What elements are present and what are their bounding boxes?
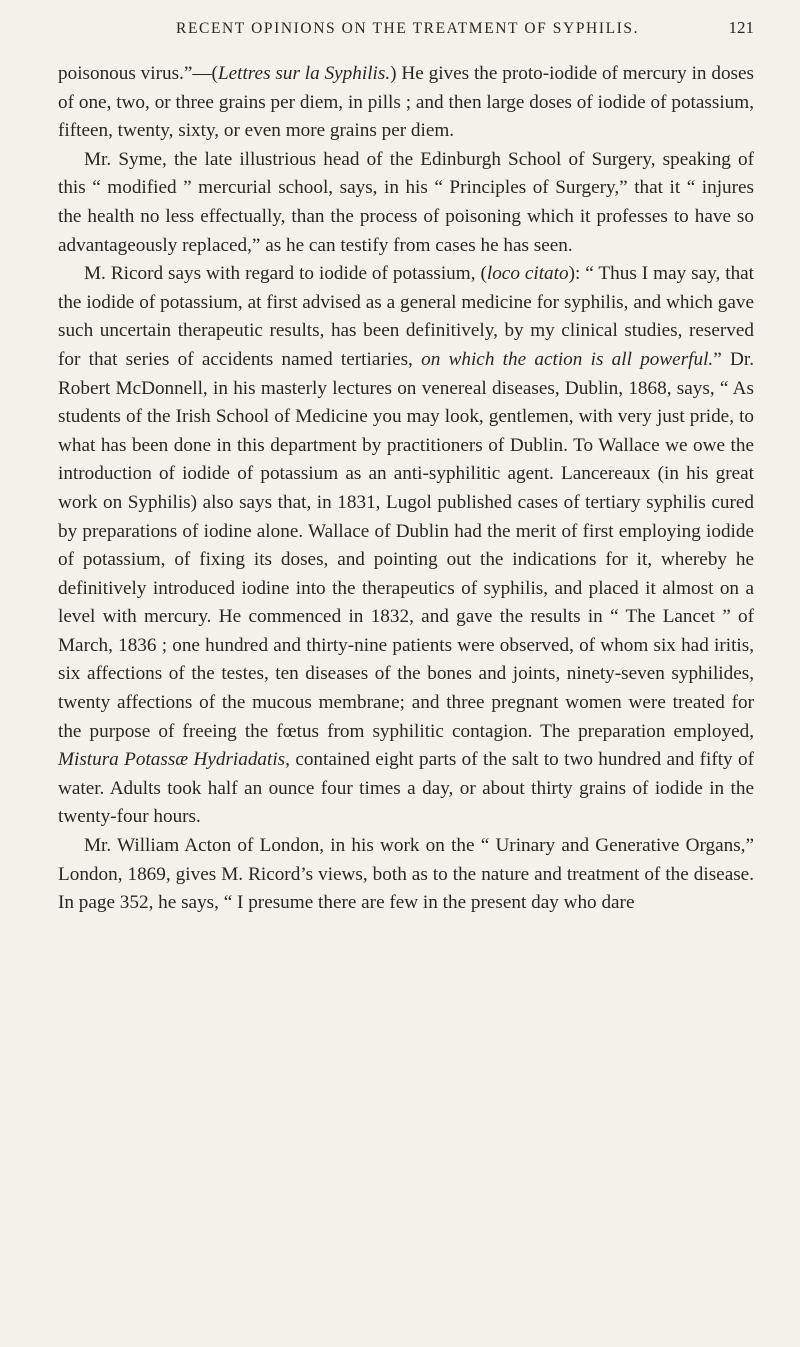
text-run: Mr. Syme, the late illustrious head of the Edinburgh School of Surgery, speaking of this “ modified ” mercurial school, says, in his “ Principles of Surgery,” that it “ injures the health no less effectually, than the process of poisoning which it professes to have so advantageously replaced,” as he can testify from cases he has seen. — [58, 148, 754, 256]
paragraph — [58, 260, 754, 832]
body-text — [58, 60, 754, 918]
paragraph — [58, 60, 754, 146]
paragraph — [58, 832, 754, 918]
running-title: RECENT OPINIONS ON THE TREATMENT OF SYPHILIS. — [176, 20, 640, 37]
italic-run: loco citato — [486, 263, 569, 285]
italic-run: on which the action is all powerful. — [421, 348, 714, 370]
paragraph — [58, 146, 754, 260]
text-run: ): “ Thus I may say, that the iodide of potassium, at first advised as a general medicine for syphilis, and which gave such uncertain therapeutic results, has been definitively, by my clinical studies, reserved for that series of accidents named tertiaries, — [58, 263, 755, 370]
italic-run: Lettres sur la Syphilis. — [217, 63, 391, 84]
text-run: M. Ricord says with regard to iodide of potassium, ( — [84, 263, 487, 285]
page-number: 121 — [728, 18, 754, 37]
text-run: poisonous virus.”—( — [58, 63, 218, 84]
italic-run: Mistura Potassæ Hydriadatis, — [58, 749, 290, 771]
text-run: Mr. William Acton of London, in his work on the “ Urinary and Generative Organs,” London, 1869, gives M. Ricord’s views, both as to the nature and treatment of the disease. In page 352, he says, “ I presume there are few in the present day who dare — [58, 835, 754, 914]
text-run: ” Dr. Robert McDonnell, in his masterly lectures on venereal diseases, Dublin, 1868, says, “ As students of the Irish School of Medicine you may look, gentlemen, with very just pride, to what has been done in this department by practitioners of Dublin. To Wallace we owe the introduction of iodide of potassium as an anti-syphilitic agent. Lancereaux (in his great work on Syphilis) also says that, in 1831, Lugol published cases of tertiary syphilis cured by preparations of iodine alone. Wallace of Dublin had the merit of first employing iodide of potassium, of fixing its doses, and pointing out the indications for it, whereby he definitively introduced iodine into the therapeutics of syphilis, and placed it almost on a level with mercury. He commenced in 1832, and gave the results in “ The Lancet ” of March, 1836 ; one hundred and thirty-nine patients were observed, of whom six had iritis, six affections of the testes, ten diseases of the bones and joints, ninety-seven syphilides, twenty affections of the mucous membrane; and three pregnant women were treated for the purpose of freeing the fœtus from syphilitic contagion. The preparation employed, — [58, 348, 754, 742]
text-run: ) He gives the proto-iodide of mercury in doses of one, two, or three grains per diem, in pills ; and then large doses of iodide of potassium, fifteen, twenty, sixty, or even more grains per diem. — [58, 63, 755, 142]
running-header — [58, 0, 754, 60]
text-run: contained eight parts of the salt to two hundred and fifty of water. Adults took half an ounce four times a day, or about thirty grains of iodide in the twenty-four hours. — [58, 749, 754, 828]
